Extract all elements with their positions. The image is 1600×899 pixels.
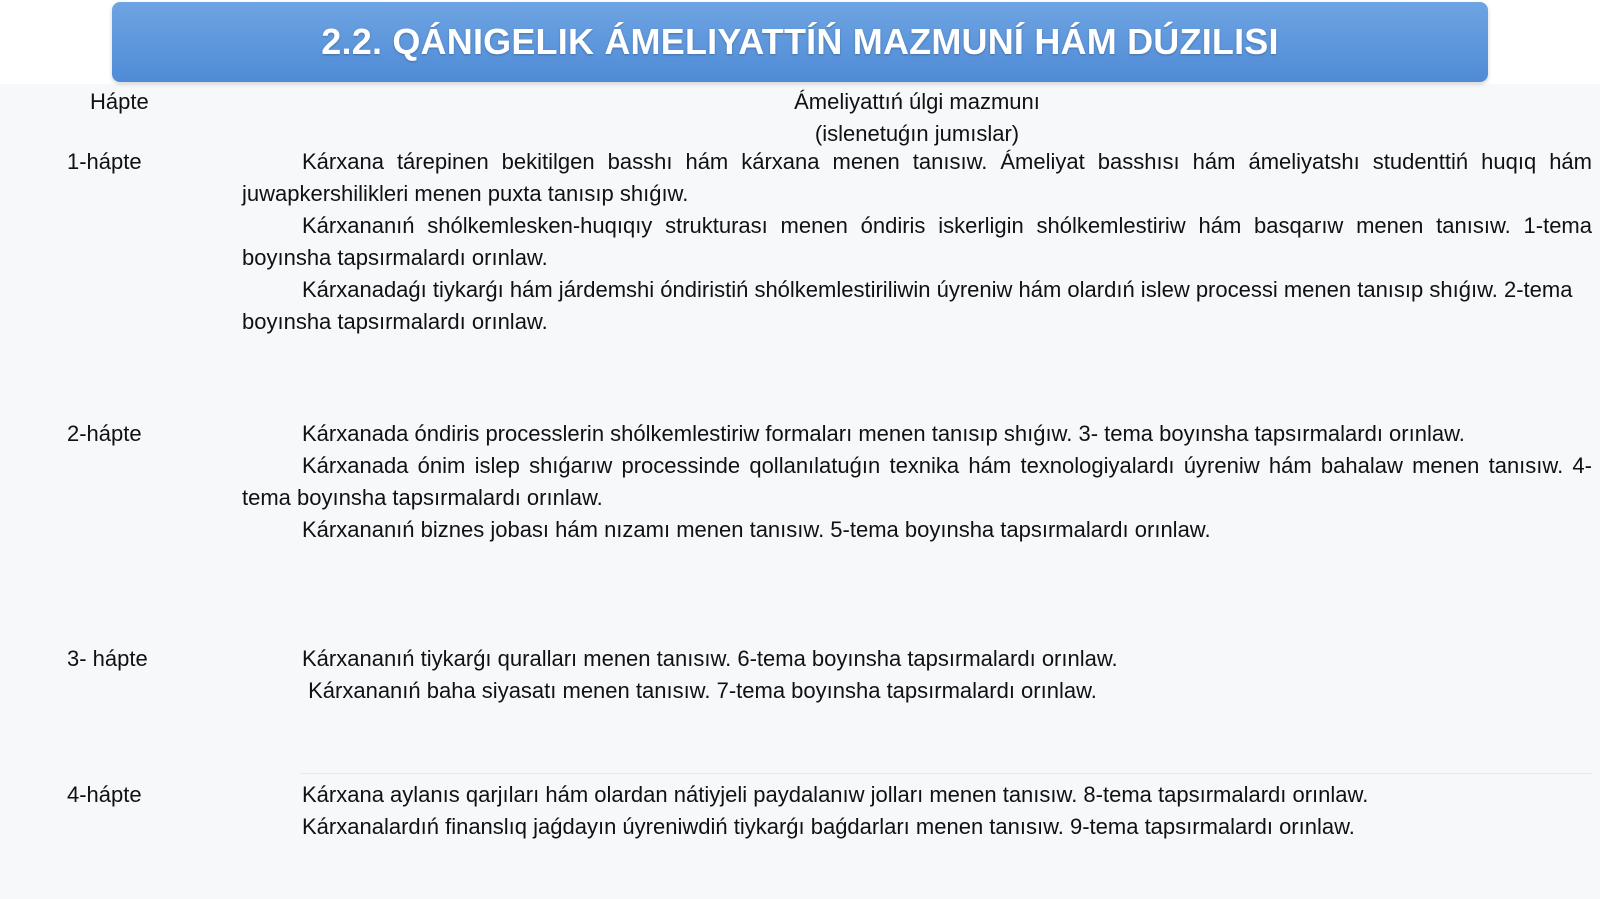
week-3-item-2: Kárxananıń baha siyasatı menen tanısıw. 7-tema boyınsha tapsırmalardı orınlaw. bbox=[302, 678, 1097, 703]
week-1-content bbox=[242, 146, 1592, 338]
week-4-item-1: Kárxana aylanıs qarjıları hám olardan nátiyjeli paydalanıw jolları menen tanısıw. 8-tema tapsırmalardı orınlaw. bbox=[302, 782, 1369, 807]
week-4-label: 4-hápte bbox=[67, 782, 142, 807]
title-banner bbox=[112, 2, 1488, 82]
page-title: 2.2. QÁNIGELIK ÁMELIYATTÍŃ MAZMUNÍ HÁM DÚZILISI bbox=[321, 21, 1279, 62]
week-4-content bbox=[242, 779, 1592, 843]
week-4-item-2: Kárxanalardıń finanslıq jaǵdayın úyreniwdiń tiykarǵı baǵdarları menen tanısıw. 9-tema tapsırmalardı orınlaw. bbox=[302, 814, 1355, 839]
week-2-item-3: Kárxananıń biznes jobası hám nızamı menen tanısıw. 5-tema boyınsha tapsırmalardı orınlaw. bbox=[302, 517, 1211, 542]
week-1-item-1: Kárxana tárepinen bekitilgen basshı hám kárxana menen tanısıw. Ámeliyat basshısı hám ámeliyatshı studenttiń huqıq hám juwapkershilikleri menen puxta tanısıp shıǵıw. bbox=[242, 149, 1592, 206]
week-3-label: 3- hápte bbox=[67, 646, 148, 671]
week-3-item-1: Kárxananıń tiykarǵı quralları menen tanısıw. 6-tema boyınsha tapsırmalardı orınlaw. bbox=[302, 646, 1118, 671]
column-header-content bbox=[242, 86, 1592, 150]
column-header-content-line2: (islenetuǵın jumıslar) bbox=[814, 121, 1020, 146]
week-2-label: 2-hápte bbox=[67, 421, 142, 446]
column-header-week: Hápte bbox=[90, 89, 149, 114]
week-2-item-2: Kárxanada ónim islep shıǵarıw processinde qollanılatuǵın texnika hám texnologiyalardı úyreniw hám bahalaw menen tanısıw. 4-tema boyınsha tapsırmalardı orınlaw. bbox=[242, 453, 1592, 510]
week-1-item-3: Kárxanadaǵı tiykarǵı hám járdemshi óndiristiń shólkemlestiriliwin úyreniw hám olardıń islew processi menen tanısıp shıǵıw. 2-tema boyınsha tapsırmalardı orınlaw. bbox=[242, 277, 1573, 334]
row-divider bbox=[300, 773, 1592, 774]
week-2-content bbox=[242, 418, 1592, 546]
week-3-content bbox=[242, 643, 1592, 707]
column-header-content-line1: Ámeliyattıń úlgi mazmunı bbox=[794, 89, 1040, 114]
week-1-label: 1-hápte bbox=[67, 149, 142, 174]
week-2-item-1: Kárxanada óndiris processlerin shólkemlestiriw formaları menen tanısıp shıǵıw. 3- tema boyınsha tapsırmalardı orınlaw. bbox=[302, 421, 1465, 446]
week-1-item-2: Kárxananıń shólkemlesken-huqıqıy strukturası menen óndiris iskerligin shólkemlestiriw hám basqarıw menen tanısıw. 1-tema boyınsha tapsırmalardı orınlaw. bbox=[242, 213, 1592, 270]
